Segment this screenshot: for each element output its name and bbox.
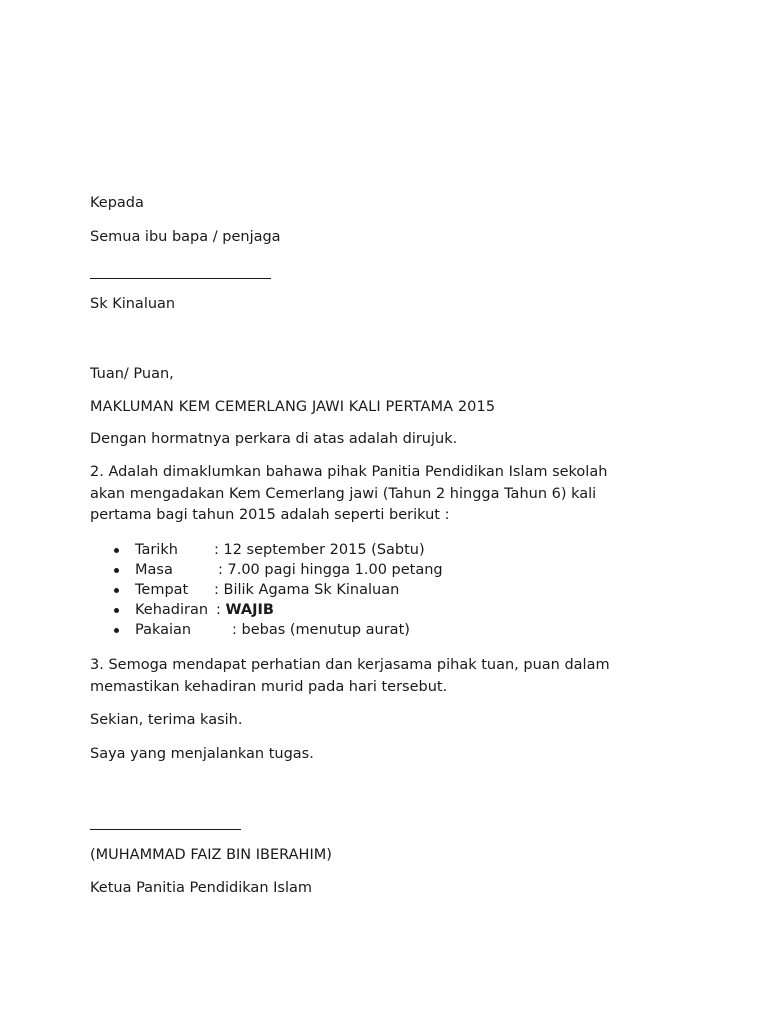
to-label: Kepada (90, 195, 144, 211)
paragraph-3-line: memastikan kehadiran murid pada hari tersebut. (90, 678, 448, 695)
address-underline (90, 278, 271, 279)
bullet-icon (114, 628, 119, 633)
detail-label: Kehadiran (135, 602, 209, 618)
detail-value: : 7.00 pagi hingga 1.00 petang (218, 562, 443, 578)
paragraph-2-line: pertama bagi tahun 2015 adalah seperti berikut : (90, 507, 450, 523)
salutation: Tuan/ Puan, (90, 366, 174, 382)
bullet-icon (114, 608, 119, 613)
paragraph-2-line: akan mengadakan Kem Cemerlang jawi (Tahun 2 hingga Tahun 6) kali (90, 485, 597, 502)
detail-label: Tarikh (135, 542, 178, 558)
paragraph-3-line: 3. Semoga mendapat perhatian dan kerjasama pihak tuan, puan dalam (90, 657, 610, 673)
sign-off-line: Saya yang menjalankan tugas. (90, 746, 314, 762)
recipient-line: Semua ibu bapa / penjaga (90, 229, 281, 245)
signatory-title: Ketua Panitia Pendidikan Islam (90, 880, 312, 896)
detail-label: Masa (135, 562, 173, 578)
signatory-name: (MUHAMMAD FAIZ BIN IBERAHIM) (90, 847, 332, 863)
paragraph-3 (90, 655, 610, 698)
school-name: Sk Kinaluan (90, 296, 176, 312)
closing-line: Sekian, terima kasih. (90, 712, 243, 728)
detail-value: : 12 september 2015 (Sabtu) (214, 542, 425, 558)
detail-value: : Bilik Agama Sk Kinaluan (214, 582, 400, 598)
required-badge: WAJIB (225, 602, 274, 618)
opening-sentence: Dengan hormatnya perkara di atas adalah dirujuk. (90, 431, 458, 447)
bullet-icon (114, 568, 119, 573)
subject-heading: MAKLUMAN KEM CEMERLANG JAWI KALI PERTAMA 2015 (90, 399, 496, 415)
detail-label: Tempat (135, 582, 189, 598)
paragraph-2-line: 2. Adalah dimaklumkan bahawa pihak Panitia Pendidikan Islam sekolah (90, 464, 608, 480)
detail-value: : bebas (menutup aurat) (232, 622, 410, 638)
bullet-icon (114, 588, 119, 593)
paragraph-2 (90, 462, 607, 527)
signature-line (90, 829, 241, 830)
detail-label: Pakaian (135, 622, 192, 638)
detail-value: : WAJIB (216, 602, 274, 618)
bullet-icon (114, 548, 119, 553)
